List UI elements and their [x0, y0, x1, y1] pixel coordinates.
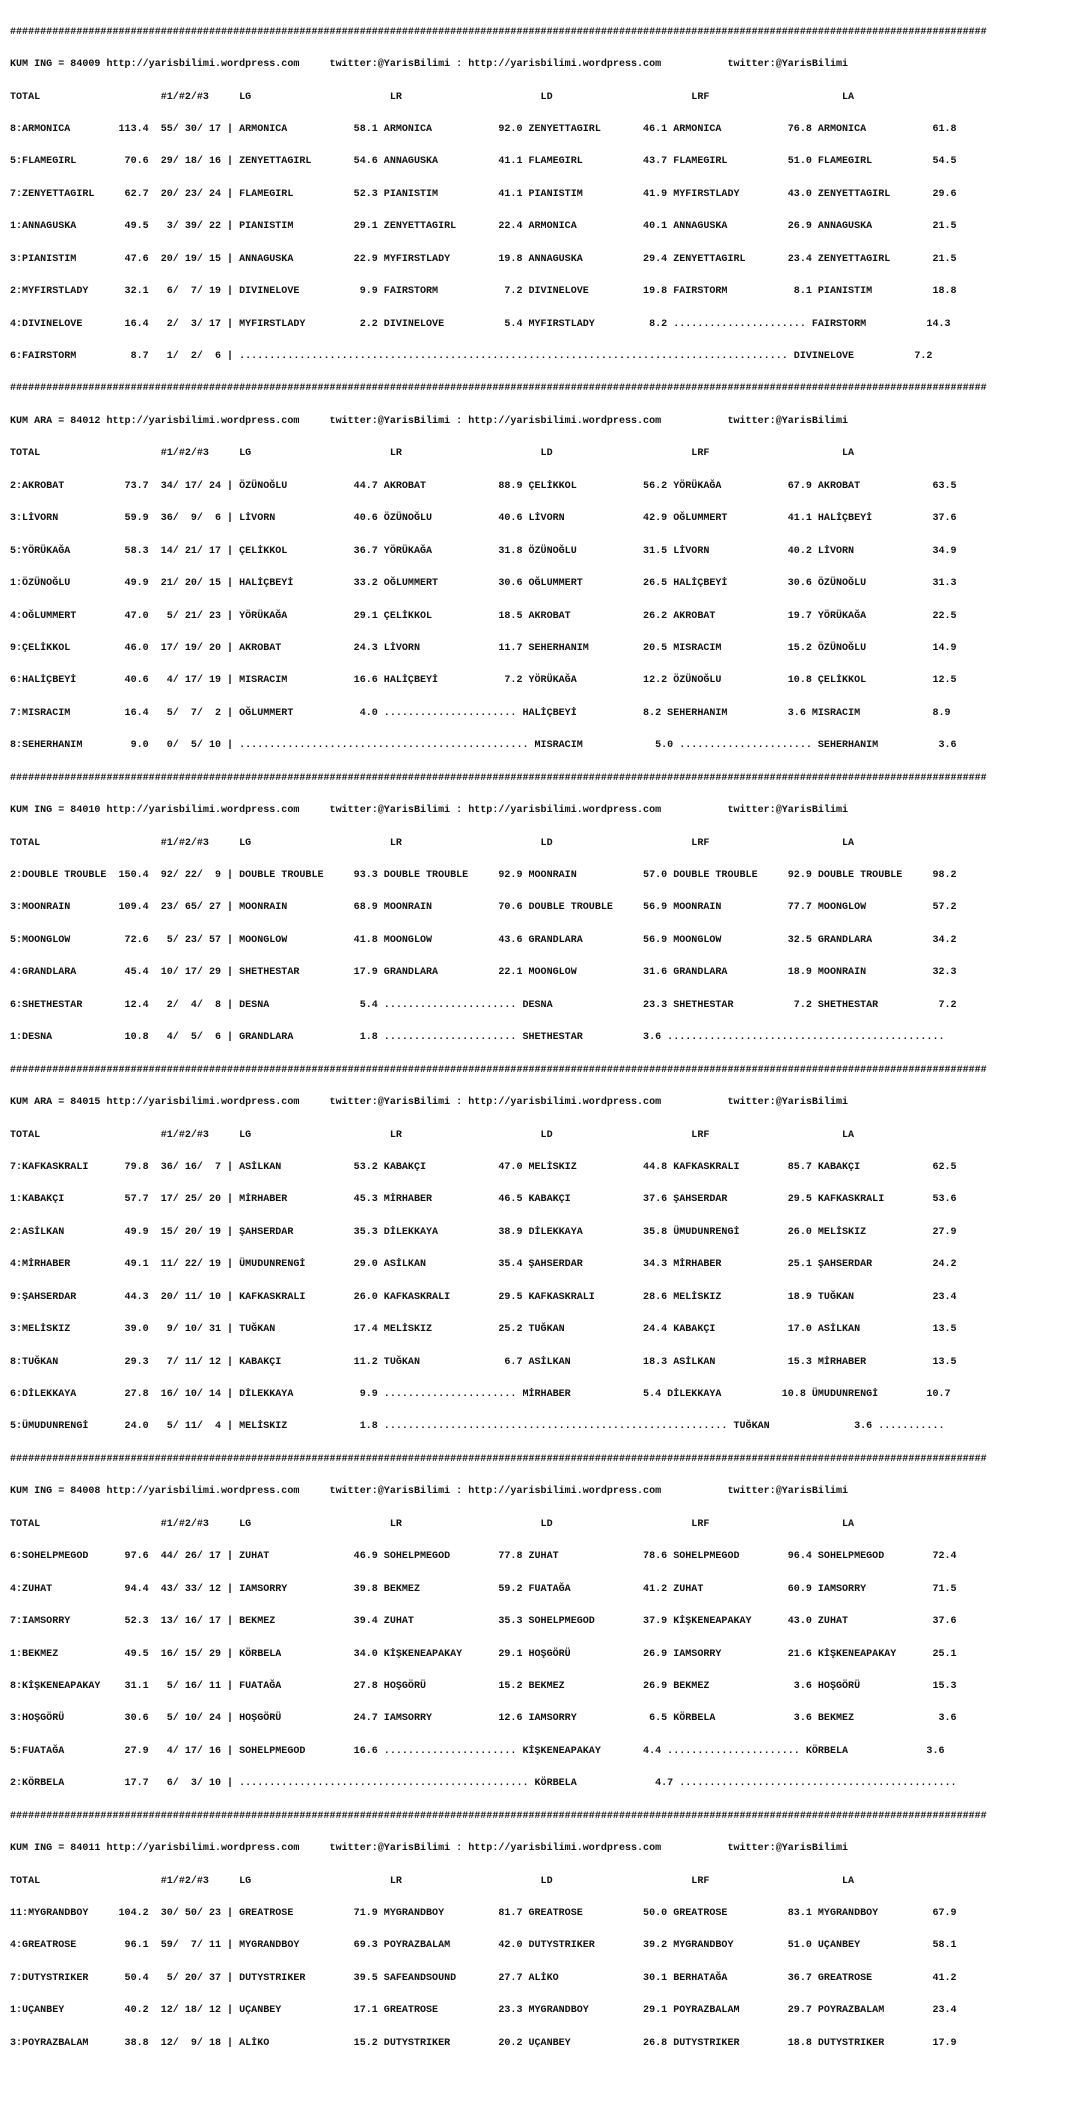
- text-line: 1:UÇANBEY 40.2 12/ 18/ 12 | UÇANBEY 17.1 GREATROSE 23.3 MYGRANDBOY 29.1 POYRAZBALAM 29.7 POYRAZBALAM 23.4: [10, 2005, 957, 2017]
- text-line: 1:DESNA 10.8 4/ 5/ 6 | GRANDLARA 1.8 ...................... SHETHESTAR 3.6 ..............................................: [10, 1032, 945, 1044]
- text-line: 4:GRANDLARA 45.4 10/ 17/ 29 | SHETHESTAR 17.9 GRANDLARA 22.1 MOONGLOW 31.6 GRANDLARA 18.9 MOONRAIN 32.3: [10, 967, 957, 979]
- text-line: 6:FAIRSTORM 8.7 1/ 2/ 6 | ........................................................................................... DIVINELOVE 7.2: [10, 351, 933, 362]
- text-line: KUM ING = 84009 http://yarisbilimi.wordpress.com twitter:@YarisBilimi : http://yarisbilimi.wordpress.com twitter:@YarisBilimi: [10, 59, 849, 71]
- text-line: 8:ARMONICA 113.4 55/ 30/ 17 | ARMONICA 58.1 ARMONICA 92.0 ZENYETTAGIRL 46.1 ARMONICA 76.8 ARMONICA 61.8: [10, 123, 957, 135]
- text-line: ##################################################################################################################################################################: [10, 1453, 987, 1465]
- text-line: ##################################################################################################################################################################: [10, 26, 987, 38]
- text-line: 3:POYRAZBALAM 38.8 12/ 9/ 18 | ALİKO 15.2 DUTYSTRIKER 20.2 UÇANBEY 26.8 DUTYSTRIKER 18.8 DUTYSTRIKER 17.9: [10, 2037, 957, 2049]
- text-line: 6:SHETHESTAR 12.4 2/ 4/ 8 | DESNA 5.4 ...................... DESNA 23.3 SHETHESTAR 7.2 SHETHESTAR 7.2: [10, 999, 957, 1011]
- text-line: 1:ANNAGUSKA 49.5 3/ 39/ 22 | PIANISTIM 29.1 ZENYETTAGIRL 22.4 ARMONICA 40.1 ANNAGUSKA 26.9 ANNAGUSKA 21.5: [10, 221, 957, 233]
- text-line: 6:SOHELPMEGOD 97.6 44/ 26/ 17 | ZUHAT 46.9 SOHELPMEGOD 77.8 ZUHAT 78.6 SOHELPMEGOD 96.4 SOHELPMEGOD 72.4: [10, 1551, 957, 1563]
- text-line: 7:MISRACIM 16.4 5/ 7/ 2 | OĞLUMMERT 4.0 ...................... HALİÇBEYİ 8.2 SEHERHANIM 3.6 MISRACIM 8.9: [10, 707, 951, 719]
- race-statistics-sheet: [10, 6, 1072, 2125]
- text-line: KUM ARA = 84015 http://yarisbilimi.wordpress.com twitter:@YarisBilimi : http://yarisbilimi.wordpress.com twitter:@YarisBilimi: [10, 1097, 849, 1109]
- text-line: 4:DIVINELOVE 16.4 2/ 3/ 17 | MYFIRSTLADY 2.2 DIVINELOVE 5.4 MYFIRSTLADY 8.2 ...................... FAIRSTORM 14.3: [10, 318, 951, 330]
- text-line: KUM ARA = 84012 http://yarisbilimi.wordpress.com twitter:@YarisBilimi : http://yarisbilimi.wordpress.com twitter:@YarisBilimi: [10, 415, 849, 427]
- text-line: 3:MELİSKIZ 39.0 9/ 10/ 31 | TUĞKAN 17.4 MELİSKIZ 25.2 TUĞKAN 24.4 KABAKÇI 17.0 ASİLKAN 13.5: [10, 1324, 957, 1336]
- text-line: 4:ZUHAT 94.4 43/ 33/ 12 | IAMSORRY 39.8 BEKMEZ 59.2 FUATAĞA 41.2 ZUHAT 60.9 IAMSORRY 71.5: [10, 1583, 957, 1595]
- text-line: 4:MİRHABER 49.1 11/ 22/ 19 | ÜMUDUNRENGİ 29.0 ASİLKAN 35.4 ŞAHSERDAR 34.3 MİRHABER 25.1 ŞAHSERDAR 24.2: [10, 1259, 957, 1271]
- text-line: 5:FUATAĞA 27.9 4/ 17/ 16 | SOHELPMEGOD 16.6 ...................... KİŞKENEAPAKAY 4.4 ...................... KÖRBELA 3.6: [10, 1745, 945, 1757]
- text-line: 3:PIANISTIM 47.6 20/ 19/ 15 | ANNAGUSKA 22.9 MYFIRSTLADY 19.8 ANNAGUSKA 29.4 ZENYETTAGIRL 23.4 ZENYETTAGIRL 21.5: [10, 253, 957, 265]
- text-line: 2:ASİLKAN 49.9 15/ 20/ 19 | ŞAHSERDAR 35.3 DİLEKKAYA 38.9 DİLEKKAYA 35.8 ÜMUDUNRENGİ 26.0 MELİSKIZ 27.9: [10, 1226, 957, 1238]
- text-line: TOTAL #1/#2/#3 LG LR LD LRF LA: [10, 91, 855, 103]
- text-line: 3:LİVORN 59.9 36/ 9/ 6 | LİVORN 40.6 ÖZÜNOĞLU 40.6 LİVORN 42.9 OĞLUMMERT 41.1 HALİÇBEYİ 37.6: [10, 513, 957, 525]
- text-line: KUM ING = 84008 http://yarisbilimi.wordpress.com twitter:@YarisBilimi : http://yarisbilimi.wordpress.com twitter:@YarisBilimi: [10, 1486, 849, 1498]
- text-line: 9:ŞAHSERDAR 44.3 20/ 11/ 10 | KAFKASKRALI 26.0 KAFKASKRALI 29.5 KAFKASKRALI 28.6 MELİSKIZ 18.9 TUĞKAN 23.4: [10, 1291, 957, 1303]
- text-line: 3:MOONRAIN 109.4 23/ 65/ 27 | MOONRAIN 68.9 MOONRAIN 70.6 DOUBLE TROUBLE 56.9 MOONRAIN 77.7 MOONGLOW 57.2: [10, 902, 957, 914]
- text-line: 6:DİLEKKAYA 27.8 16/ 10/ 14 | DİLEKKAYA 9.9 ...................... MİRHABER 5.4 DİLEKKAYA 10.8 ÜMUDUNRENGİ 10.7: [10, 1389, 951, 1400]
- text-line: KUM ING = 84010 http://yarisbilimi.wordpress.com twitter:@YarisBilimi : http://yarisbilimi.wordpress.com twitter:@YarisBilimi: [10, 805, 849, 817]
- text-line: 2:DOUBLE TROUBLE 150.4 92/ 22/ 9 | DOUBLE TROUBLE 93.3 DOUBLE TROUBLE 92.9 MOONRAIN 57.0 DOUBLE TROUBLE 92.9 DOUBLE TROUBLE 98.2: [10, 870, 957, 881]
- text-line: ##################################################################################################################################################################: [10, 383, 987, 395]
- text-line: 7:DUTYSTRIKER 50.4 5/ 20/ 37 | DUTYSTRIKER 39.5 SAFEANDSOUND 27.7 ALİKO 30.1 BERHATAĞA 36.7 GREATROSE 41.2: [10, 1972, 957, 1984]
- text-line: 2:MYFIRSTLADY 32.1 6/ 7/ 19 | DIVINELOVE 9.9 FAIRSTORM 7.2 DIVINELOVE 19.8 FAIRSTORM 8.1 PIANISTIM 18.8: [10, 286, 957, 298]
- text-line: 5:MOONGLOW 72.6 5/ 23/ 57 | MOONGLOW 41.8 MOONGLOW 43.6 GRANDLARA 56.9 MOONGLOW 32.5 GRANDLARA 34.2: [10, 934, 957, 946]
- text-line: 8:TUĞKAN 29.3 7/ 11/ 12 | KABAKÇI 11.2 TUĞKAN 6.7 ASİLKAN 18.3 ASİLKAN 15.3 MİRHABER 13.5: [10, 1356, 957, 1368]
- text-line: 11:MYGRANDBOY 104.2 30/ 50/ 23 | GREATROSE 71.9 MYGRANDBOY 81.7 GREATROSE 50.0 GREATROSE 83.1 MYGRANDBOY 67.9: [10, 1908, 957, 1919]
- text-line: 5:FLAMEGIRL 70.6 29/ 18/ 16 | ZENYETTAGIRL 54.6 ANNAGUSKA 41.1 FLAMEGIRL 43.7 FLAMEGIRL 51.0 FLAMEGIRL 54.5: [10, 156, 957, 168]
- text-line: 2:KÖRBELA 17.7 6/ 3/ 10 | ................................................ KÖRBELA 4.7 ..............................................: [10, 1778, 957, 1790]
- text-line: TOTAL #1/#2/#3 LG LR LD LRF LA: [10, 1875, 855, 1887]
- text-line: KUM ING = 84011 http://yarisbilimi.wordpress.com twitter:@YarisBilimi : http://yarisbilimi.wordpress.com twitter:@YarisBilimi: [10, 1843, 849, 1855]
- text-line: TOTAL #1/#2/#3 LG LR LD LRF LA: [10, 448, 855, 460]
- text-line: 8:SEHERHANIM 9.0 0/ 5/ 10 | ................................................ MISRACIM 5.0 ...................... SEHERHANIM 3.6: [10, 740, 957, 752]
- text-line: 1:KABAKÇI 57.7 17/ 25/ 20 | MİRHABER 45.3 MİRHABER 46.5 KABAKÇI 37.6 ŞAHSERDAR 29.5 KAFKASKRALI 53.6: [10, 1194, 957, 1206]
- text-line: 7:ZENYETTAGIRL 62.7 20/ 23/ 24 | FLAMEGIRL 52.3 PIANISTIM 41.1 PIANISTIM 41.9 MYFIRSTLADY 43.0 ZENYETTAGIRL 29.6: [10, 188, 957, 200]
- text-line: 1:ÖZÜNOĞLU 49.9 21/ 20/ 15 | HALİÇBEYİ 33.2 OĞLUMMERT 30.6 OĞLUMMERT 26.5 HALİÇBEYİ 30.6 ÖZÜNOĞLU 31.3: [10, 578, 957, 590]
- text-line: ##################################################################################################################################################################: [10, 772, 987, 784]
- text-line: 8:KİŞKENEAPAKAY 31.1 5/ 16/ 11 | FUATAĞA 27.8 HOŞGÖRÜ 15.2 BEKMEZ 26.9 BEKMEZ 3.6 HOŞGÖRÜ 15.3: [10, 1680, 957, 1692]
- text-line: [10, 2071, 1072, 2082]
- text-line: 6:HALİÇBEYİ 40.6 4/ 17/ 19 | MISRACIM 16.6 HALİÇBEYİ 7.2 YÖRÜKAĞA 12.2 ÖZÜNOĞLU 10.8 ÇELİKKOL 12.5: [10, 675, 957, 687]
- text-line: 3:HOŞGÖRÜ 30.6 5/ 10/ 24 | HOŞGÖRÜ 24.7 IAMSORRY 12.6 IAMSORRY 6.5 KÖRBELA 3.6 BEKMEZ 3.6: [10, 1713, 957, 1725]
- text-line: 4:GREATROSE 96.1 59/ 7/ 11 | MYGRANDBOY 69.3 POYRAZBALAM 42.0 DUTYSTRIKER 39.2 MYGRANDBOY 51.0 UÇANBEY 58.1: [10, 1940, 957, 1952]
- text-line: 4:OĞLUMMERT 47.0 5/ 21/ 23 | YÖRÜKAĞA 29.1 ÇELİKKOL 18.5 AKROBAT 26.2 AKROBAT 19.7 YÖRÜKAĞA 22.5: [10, 610, 957, 622]
- text-line: TOTAL #1/#2/#3 LG LR LD LRF LA: [10, 1518, 855, 1530]
- text-line: 9:ÇELİKKOL 46.0 17/ 19/ 20 | AKROBAT 24.3 LİVORN 11.7 SEHERHANIM 20.5 MISRACIM 15.2 ÖZÜNOĞLU 14.9: [10, 642, 957, 654]
- text-line: TOTAL #1/#2/#3 LG LR LD LRF LA: [10, 1129, 855, 1141]
- text-line: 7:IAMSORRY 52.3 13/ 16/ 17 | BEKMEZ 39.4 ZUHAT 35.3 SOHELPMEGOD 37.9 KİŞKENEAPAKAY 43.0 ZUHAT 37.6: [10, 1616, 957, 1628]
- text-line: 5:YÖRÜKAĞA 58.3 14/ 21/ 17 | ÇELİKKOL 36.7 YÖRÜKAĞA 31.8 ÖZÜNOĞLU 31.5 LİVORN 40.2 LİVORN 34.9: [10, 545, 957, 557]
- text-line: ##################################################################################################################################################################: [10, 1810, 987, 1822]
- text-line: TOTAL #1/#2/#3 LG LR LD LRF LA: [10, 837, 855, 849]
- text-line: 2:AKROBAT 73.7 34/ 17/ 24 | ÖZÜNOĞLU 44.7 AKROBAT 88.9 ÇELİKKOL 56.2 YÖRÜKAĞA 67.9 AKROBAT 63.5: [10, 480, 957, 492]
- text-line: 7:KAFKASKRALI 79.8 36/ 16/ 7 | ASİLKAN 53.2 KABAKÇI 47.0 MELİSKIZ 44.8 KAFKASKRALI 85.7 KABAKÇI 62.5: [10, 1161, 957, 1173]
- text-line: 1:BEKMEZ 49.5 16/ 15/ 29 | KÖRBELA 34.0 KİŞKENEAPAKAY 29.1 HOŞGÖRÜ 26.9 IAMSORRY 21.6 KİŞKENEAPAKAY 25.1: [10, 1648, 957, 1660]
- text-line: [10, 2104, 1072, 2115]
- text-line: 5:ÜMUDUNRENGİ 24.0 5/ 11/ 4 | MELİSKIZ 1.8 ......................................................... TUĞKAN 3.6 ...........: [10, 1421, 945, 1433]
- text-line: ##################################################################################################################################################################: [10, 1064, 987, 1076]
